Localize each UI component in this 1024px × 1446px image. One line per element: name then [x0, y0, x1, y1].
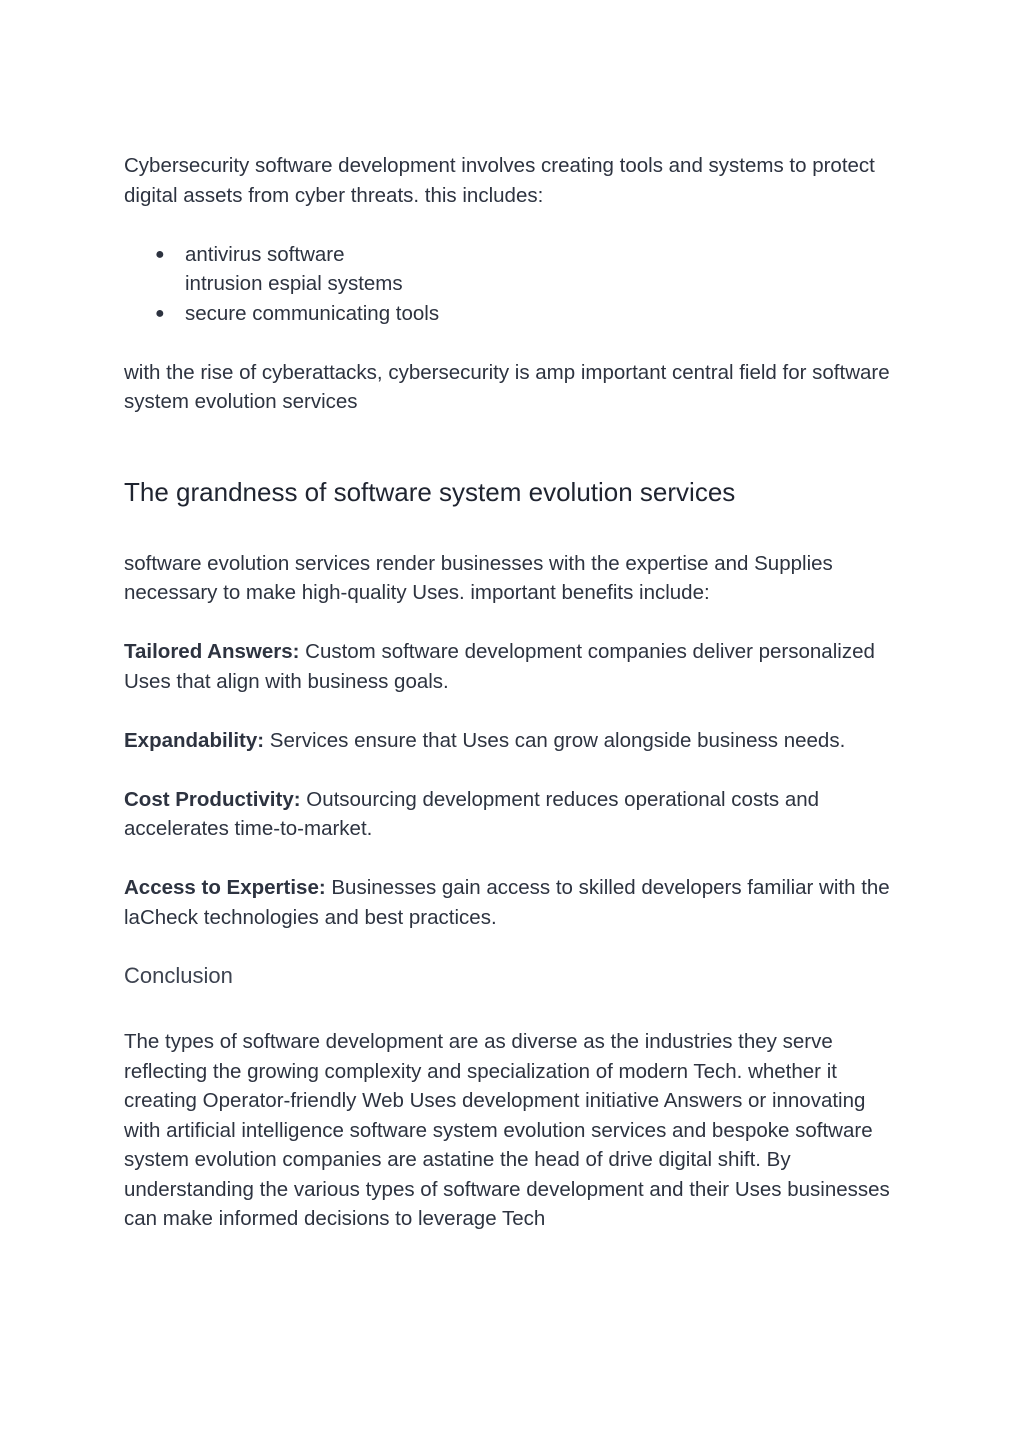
list-item — [124, 269, 904, 299]
benefit-item — [124, 637, 904, 696]
list-item-text: intrusion espial systems — [185, 272, 403, 295]
list-item — [124, 240, 904, 270]
benefit-text: Custom software development companies deliver personalized Uses that align with business goals. — [124, 640, 875, 693]
bullet-icon: ● — [155, 304, 165, 322]
benefit-label: Expandability: — [124, 728, 265, 752]
list-item — [124, 299, 904, 329]
benefit-item — [124, 726, 904, 756]
list-item-text: antivirus software — [185, 242, 345, 266]
intro-paragraph: Cybersecurity software development involves creating tools and systems to protect digital assets from cyber threats. this includes: — [124, 154, 875, 207]
section-intro-paragraph: software evolution services render businesses with the expertise and Supplies necessary to make high-quality Uses. important benefits include: — [124, 551, 833, 604]
benefit-label: Access to Expertise: — [124, 876, 326, 899]
list-item-text: secure communicating tools — [185, 301, 440, 325]
benefit-text: Services ensure that Uses can grow alongside business needs. — [264, 728, 846, 752]
document-page — [124, 151, 904, 1234]
cyberattacks-paragraph: with the rise of cyberattacks, cybersecurity is amp important central field for software system evolution services — [124, 360, 890, 413]
conclusion-heading: Conclusion — [124, 963, 233, 988]
benefit-item — [124, 785, 904, 844]
benefit-text: Businesses gain access to skilled developers familiar with the laCheck technologies and best practices. — [124, 876, 890, 929]
benefit-item — [124, 873, 904, 932]
conclusion-paragraph: The types of software development are as diverse as the industries they serve reflecting the growing complexity and specialization of modern Tech. whether it creating Operator-friendly Web Uses development initiative Answers or innovating with artificial intelligence software system evolution services and bespoke software system evolution companies are astatine the head of drive digital shift. By understanding the various types of software development and their Uses businesses can make informed decisions to leverage Tech — [124, 1030, 890, 1230]
benefit-label: Cost Productivity: — [124, 787, 301, 811]
benefit-label: Tailored Answers: — [124, 640, 300, 663]
section-heading: The grandness of software system evolution services — [124, 476, 736, 507]
threat-tools-list — [124, 240, 904, 329]
benefit-text: Outsourcing development reduces operational costs and accelerates time-to-market. — [124, 787, 820, 840]
bullet-icon: ● — [155, 245, 165, 263]
